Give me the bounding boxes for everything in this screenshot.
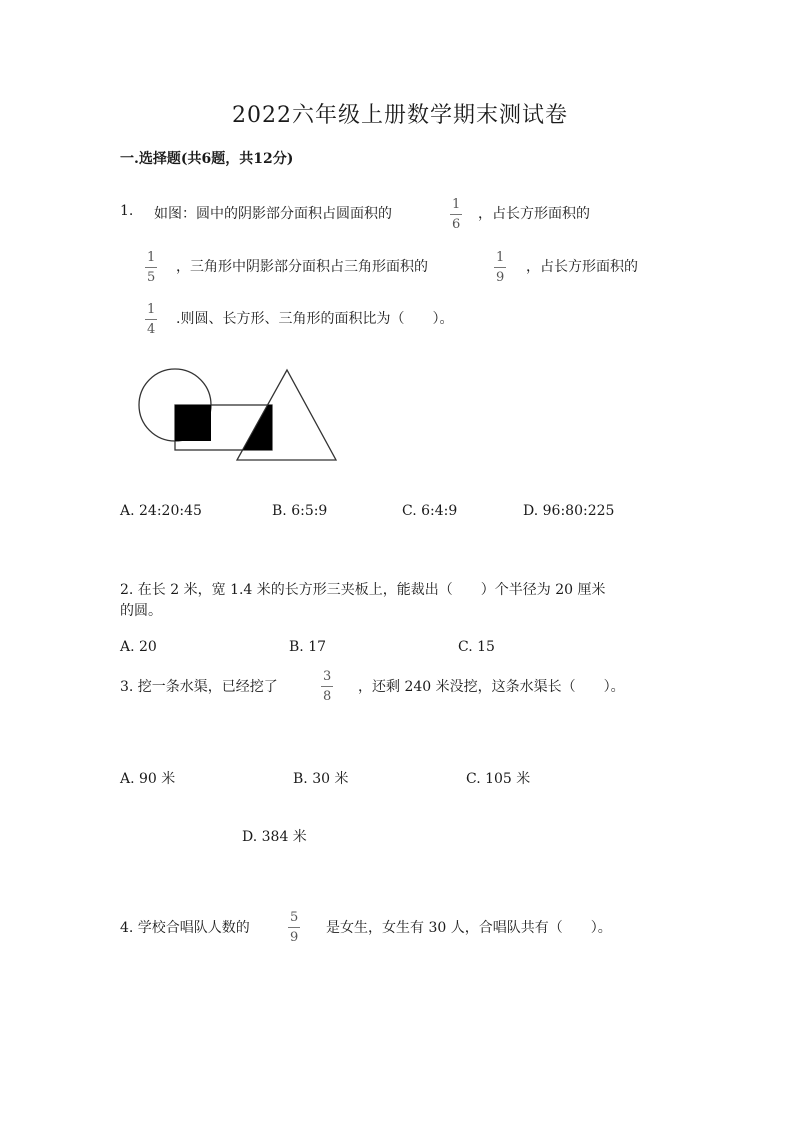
triangle-shaded-region (243, 405, 272, 450)
q2-option-c: C. 15 (458, 639, 495, 655)
q1-text-3: ，三角形中阴影部分面积占三角形面积的 (176, 259, 428, 275)
q3-fraction-numerator: 3 (323, 669, 332, 684)
q1-option-d: D. 96:80:225 (523, 503, 615, 519)
q3-text-2: ，还剩 240 米没挖，这条水渠长（ ）。 (358, 679, 625, 695)
q3-option-d: D. 384 米 (242, 829, 307, 845)
q1-fraction-1-numerator: 1 (452, 197, 461, 212)
q1-option-c: C. 6:4:9 (402, 503, 458, 519)
q1-text-1: 如图：圆中的阴影部分面积占圆面积的 (154, 206, 392, 222)
q3-option-b: B. 30 米 (293, 771, 349, 787)
q1-fraction-2-denominator: 5 (147, 270, 156, 285)
q1-fraction-4-numerator: 1 (147, 302, 156, 317)
q1-option-b: B. 6:5:9 (272, 503, 328, 519)
q3-option-c: C. 105 米 (466, 771, 531, 787)
q2-text-line-2: 的圆。 (120, 603, 162, 619)
q2-option-b: B. 17 (289, 639, 327, 655)
q2-option-a: A. 20 (120, 639, 157, 655)
q4-fraction (288, 911, 300, 944)
section-heading: 一.选择题(共6题，共12分) (120, 151, 294, 167)
q1-text-5: .则圆、长方形、三角形的面积比为（ ）。 (176, 311, 454, 327)
q1-text-4: ，占长方形面积的 (526, 259, 638, 275)
q4-text-1: 4. 学校合唱队人数的 (120, 920, 250, 936)
q1-fraction-1-denominator: 6 (452, 217, 461, 232)
q1-option-a: A. 24:20:45 (120, 503, 202, 519)
q1-text-2: ，占长方形面积的 (478, 206, 590, 222)
q1-fraction-4-denominator: 4 (147, 322, 156, 337)
q2-text-line-1: 2. 在长 2 米，宽 1.4 米的长方形三夹板上，能裁出（ ）个半径为 20 厘米 (120, 582, 606, 598)
q1-fraction-2-numerator: 1 (147, 250, 156, 265)
q3-text-1: 3. 挖一条水渠，已经挖了 (120, 679, 278, 695)
q4-fraction-denominator: 9 (290, 930, 299, 945)
q1-fraction-3-numerator: 1 (496, 250, 505, 265)
q1-fraction-3-denominator: 9 (496, 270, 505, 285)
rectangle-shaded-square (175, 405, 211, 441)
q1-number: 1. (120, 203, 134, 219)
q3-fraction-denominator: 8 (323, 689, 332, 704)
q4-fraction-numerator: 5 (290, 910, 299, 925)
q3-option-a: A. 90 米 (120, 771, 176, 787)
q4-text-2: 是女生，女生有 30 人，合唱队共有（ ）。 (326, 920, 612, 936)
q3-fraction (321, 670, 333, 703)
page-title: 2022六年级上册数学期末测试卷 (232, 103, 568, 128)
